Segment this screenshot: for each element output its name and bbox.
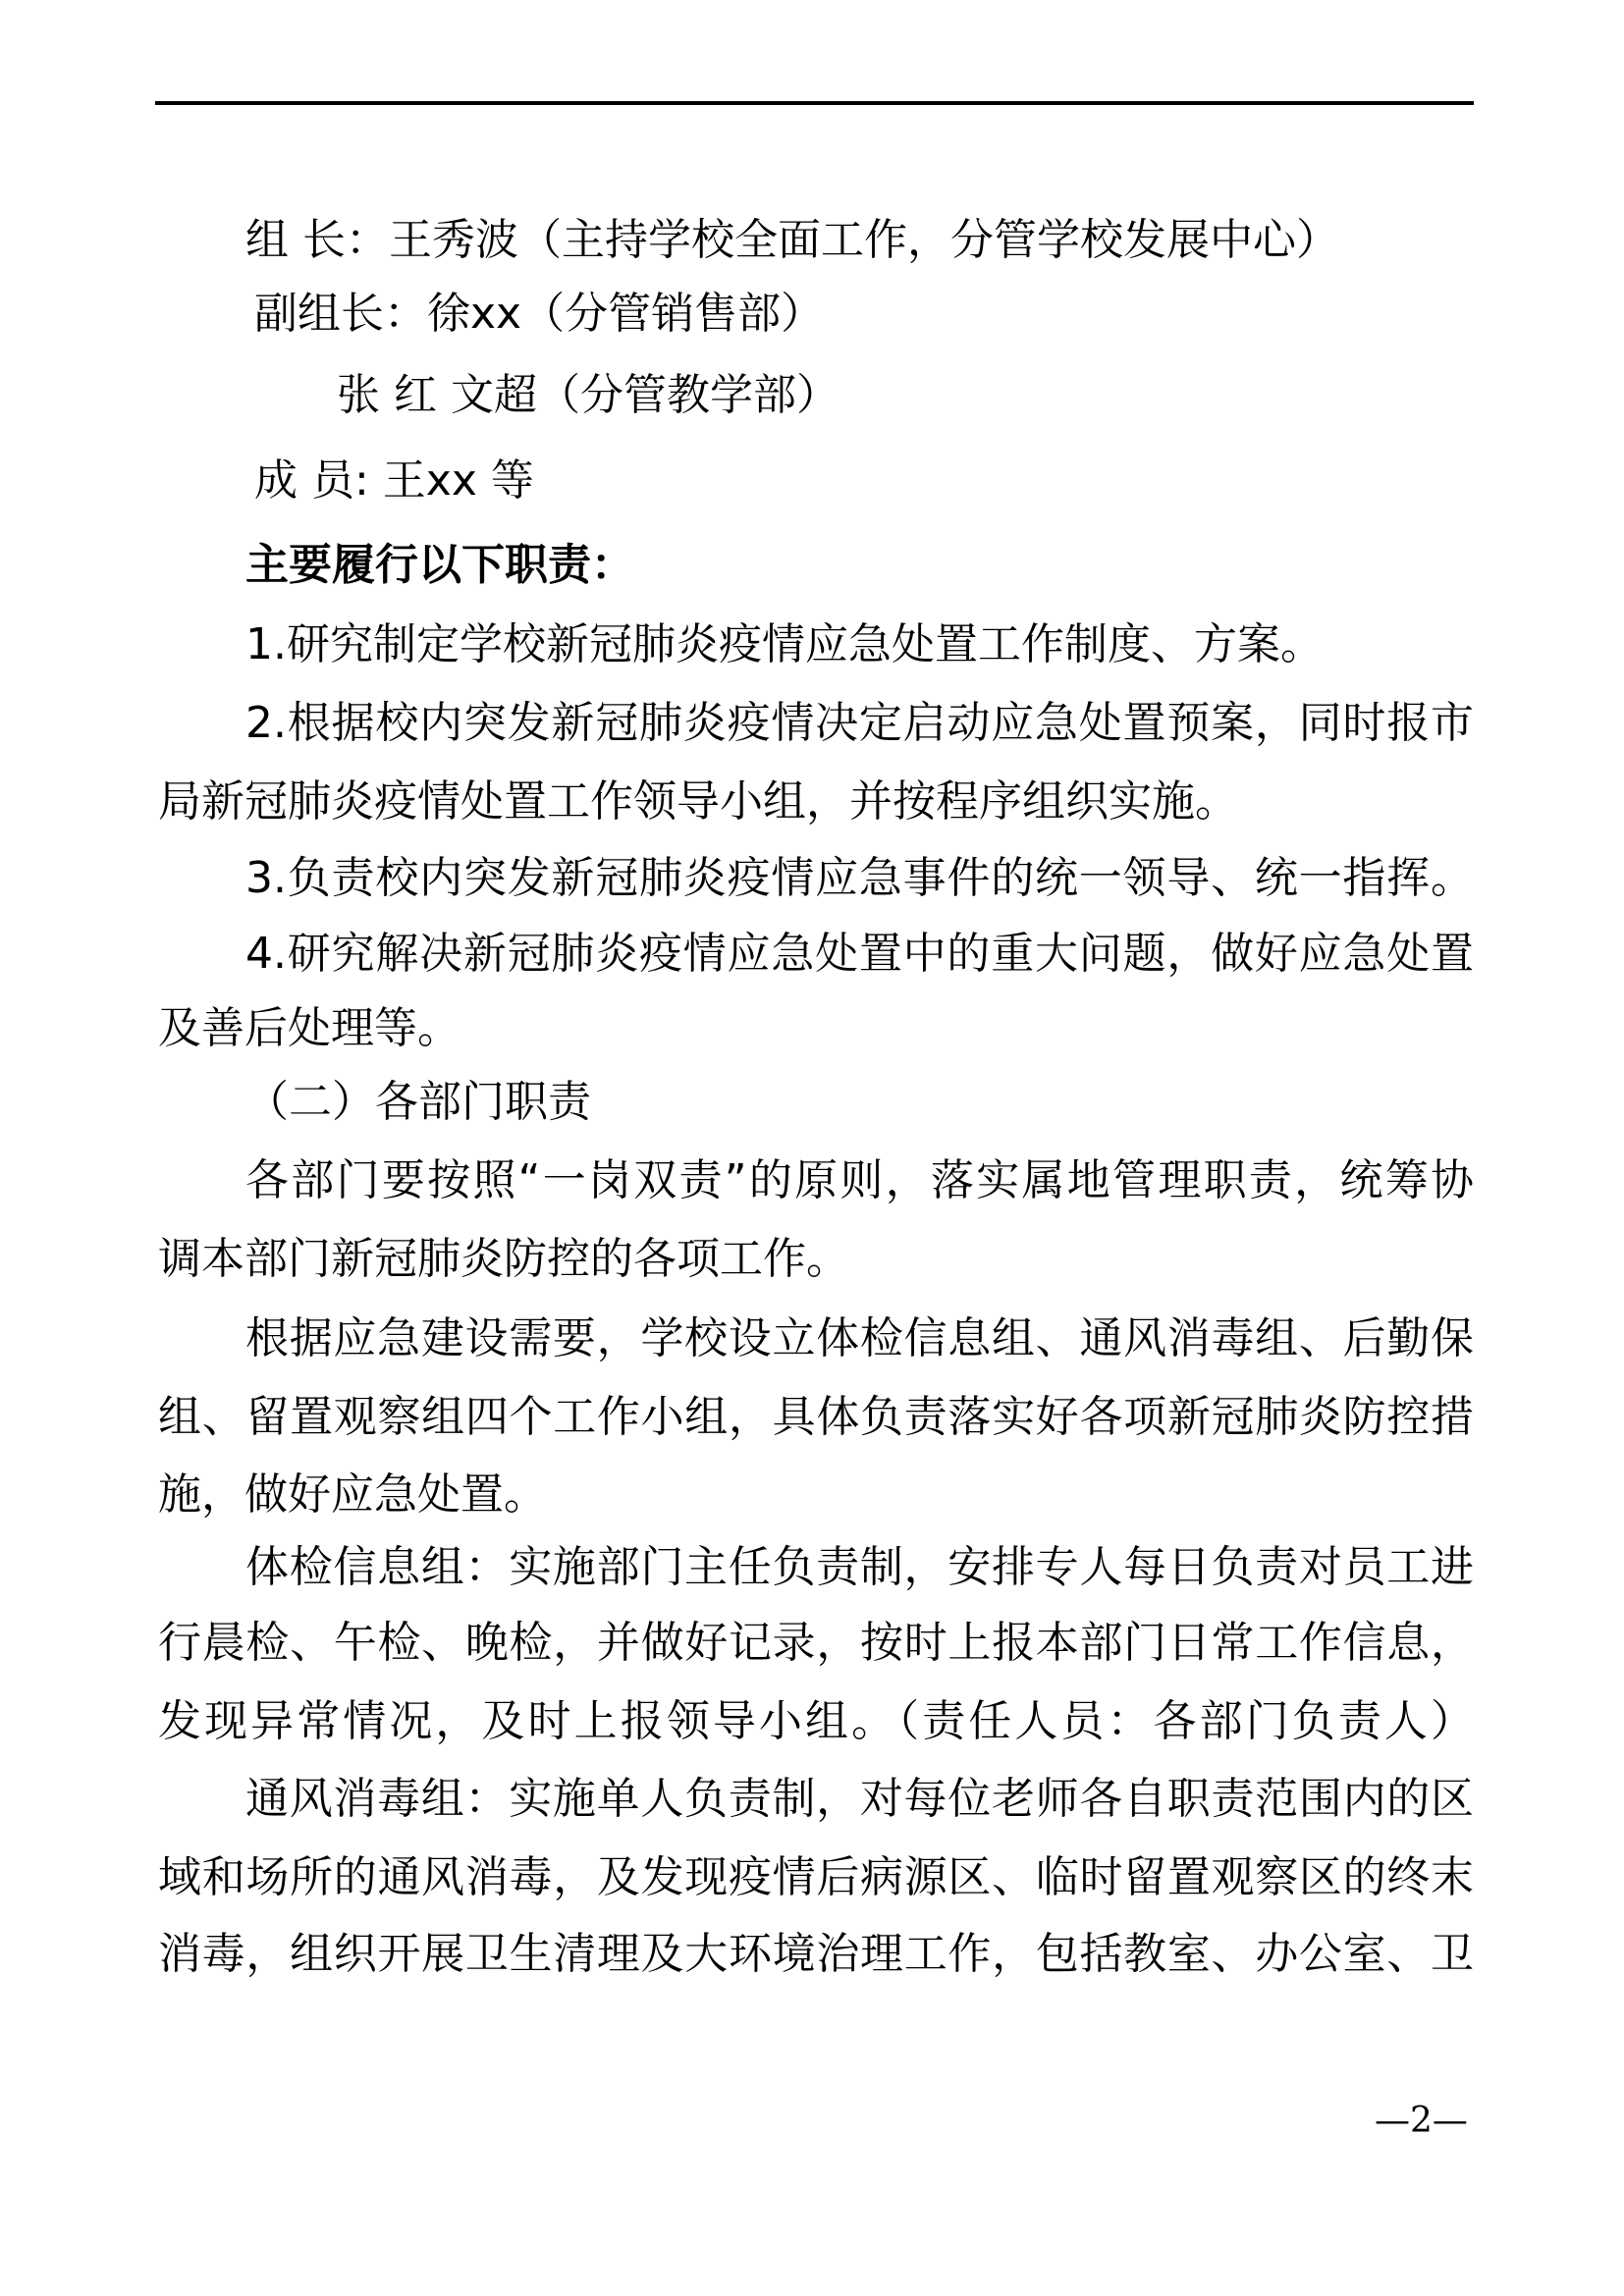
leader-line: 组 长：王秀波（主持学校全面工作，分管学校发展中心） (245, 215, 1339, 265)
members-line: 成 员: 王xx 等 (254, 455, 534, 506)
text-line: 1.研究制定学校新冠肺炎疫情应急处置工作制度、方案。 (245, 619, 1324, 669)
page-number: —2— (1375, 2101, 1468, 2141)
text-line: 4.研究解决新冠肺炎疫情应急处置中的重大问题，做好应急处置 (245, 929, 1474, 979)
deputy-line-2: 张 红 文超（分管教学部） (337, 370, 839, 420)
header-rule (155, 101, 1474, 105)
text-line: 2.根据校内突发新冠肺炎疫情决定启动应急处置预案，同时报市 (245, 698, 1474, 748)
text-line: 及善后处理等。 (158, 1003, 460, 1053)
text-line: 消毒，组织开展卫生清理及大环境治理工作，包括教室、办公室、卫 (158, 1929, 1474, 1979)
text-line: 局新冠肺炎疫情处置工作领导小组，并按程序组织实施。 (158, 776, 1238, 827)
text-line: 调本部门新冠肺炎防控的各项工作。 (158, 1234, 849, 1284)
text-line: 行晨检、午检、晚检，并做好记录，按时上报本部门日常工作信息， (158, 1618, 1474, 1668)
section-heading: （二）各部门职责 (245, 1077, 591, 1127)
text-line: 施，做好应急处置。 (158, 1469, 547, 1520)
text-line: 3.负责校内突发新冠肺炎疫情应急事件的统一领导、统一指挥。 (245, 853, 1474, 903)
text-line: 各部门要按照“一岗双责”的原则，落实属地管理职责，统筹协 (245, 1155, 1474, 1205)
deputy-line: 副组长：徐xx（分管销售部） (254, 289, 825, 339)
text-line: 域和场所的通风消毒，及发现疫情后病源区、临时留置观察区的终末 (158, 1852, 1474, 1902)
text-line: 通风消毒组：实施单人负责制，对每位老师各自职责范围内的区 (245, 1774, 1474, 1824)
duties-heading: 主要履行以下职责： (245, 540, 634, 590)
text-line: 根据应急建设需要，学校设立体检信息组、通风消毒组、后勤保 (245, 1313, 1474, 1363)
text-line: 发现异常情况，及时上报领导小组。（责任人员：各部门负责人） (158, 1696, 1474, 1746)
text-line: 组、留置观察组四个工作小组，具体负责落实好各项新冠肺炎防控措 (158, 1392, 1474, 1442)
text-line: 体检信息组：实施部门主任负责制，安排专人每日负责对员工进 (245, 1542, 1474, 1592)
